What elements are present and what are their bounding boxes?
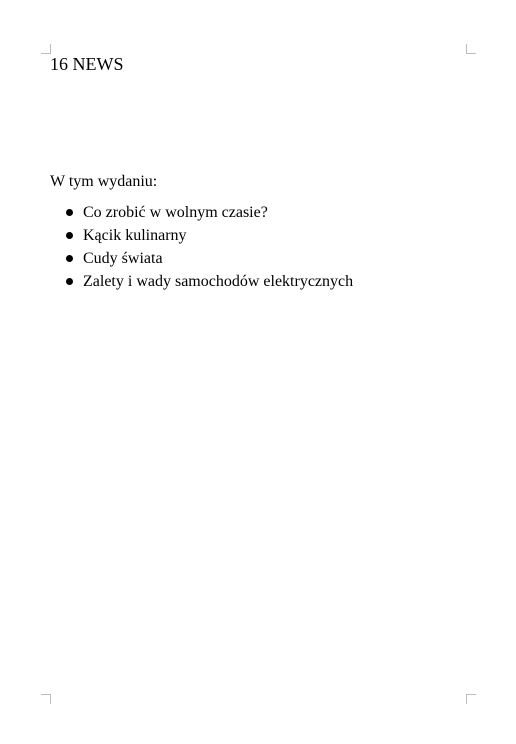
list-item-text: Kącik kulinarny <box>83 227 187 244</box>
list-item-text: Co zrobić w wolnym czasie? <box>83 204 268 221</box>
list-item <box>50 201 353 224</box>
crop-mark-top-right <box>466 44 476 54</box>
list-item-text: Cudy świata <box>83 250 163 267</box>
bullet-icon <box>66 255 73 262</box>
topics-list <box>50 201 353 293</box>
bullet-icon <box>66 209 73 216</box>
bullet-icon <box>66 278 73 285</box>
list-item <box>50 270 353 293</box>
intro-text: W tym wydaniu: <box>50 173 158 190</box>
list-item-text: Zalety i wady samochodów elektrycznych <box>83 273 354 290</box>
crop-mark-bottom-left <box>41 694 51 704</box>
list-item <box>50 224 353 247</box>
crop-mark-bottom-right <box>466 694 476 704</box>
page-title: 16 NEWS <box>50 54 124 74</box>
bullet-icon <box>66 232 73 239</box>
list-item <box>50 247 353 270</box>
